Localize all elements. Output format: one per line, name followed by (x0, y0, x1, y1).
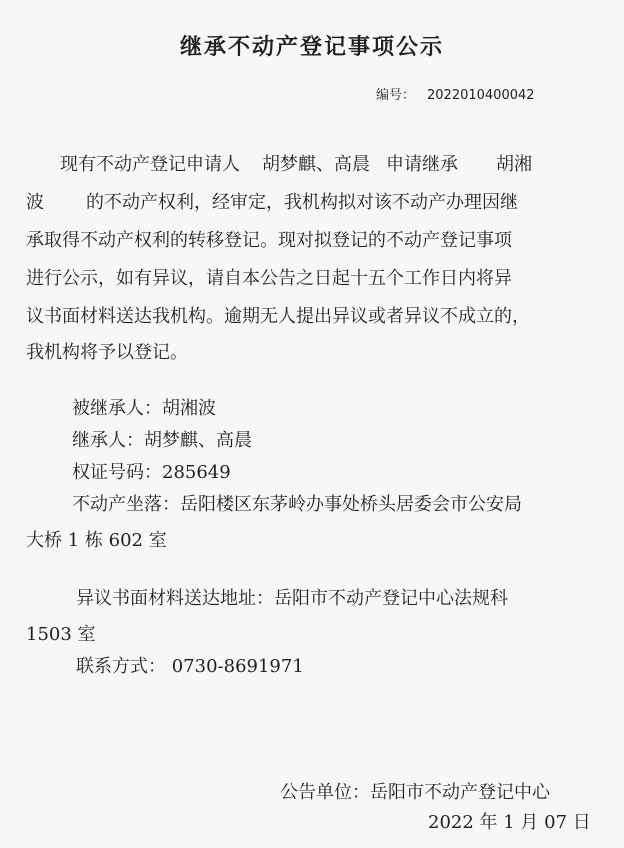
field-location-line-1: 不动产坐落：岳阳楼区东茅岭办事处桥头居委会市公安局 (72, 494, 522, 515)
footer-date: 2022 年 1 月 07 日 (428, 812, 591, 833)
document-number-label: 编号： (376, 88, 416, 103)
paragraph-line-5: 议书面材料送达我机构。逾期无人提出异议或者异议不成立的， (26, 306, 530, 327)
paragraph-text: 的不动产权利，经审定，我机构拟对该不动产办理因继 (86, 192, 518, 213)
field-decedent: 被继承人：胡湘波 (72, 398, 216, 419)
document-title: 继承不动产登记事项公示 (179, 35, 444, 60)
field-contact: 联系方式： 0730-8691971 (76, 656, 304, 677)
field-objection-address-line-2: 1503 室 (26, 624, 96, 645)
paragraph-text: 申请继承 (386, 154, 458, 175)
field-location-line-2: 大桥 1 栋 602 室 (26, 530, 167, 551)
decedent-name-part: 胡湘 (496, 154, 532, 175)
applicant-names: 胡梦麒、高晨 (262, 154, 370, 175)
document-number-value: 2022010400042 (427, 88, 535, 103)
paragraph-line-2 (26, 192, 518, 214)
document-number (376, 84, 535, 103)
field-certificate: 权证号码：285649 (72, 462, 231, 483)
paragraph-line-3: 承取得不动产权利的转移登记。现对拟登记的不动产登记事项 (26, 230, 512, 251)
field-objection-address-line-1: 异议书面材料送达地址：岳阳市不动产登记中心法规科 (76, 588, 508, 609)
footer-issuer: 公告单位：岳阳市不动产登记中心 (280, 782, 550, 803)
paragraph-text: 现有不动产登记申请人 (60, 154, 240, 175)
paragraph-line-4: 进行公示，如有异议，请自本公告之日起十五个工作日内将异 (26, 268, 512, 289)
decedent-name-part: 波 (26, 192, 44, 213)
field-heirs: 继承人：胡梦麒、高晨 (72, 430, 252, 451)
paragraph-line-1 (60, 154, 532, 176)
paragraph-line-6: 我机构将予以登记。 (26, 342, 188, 363)
